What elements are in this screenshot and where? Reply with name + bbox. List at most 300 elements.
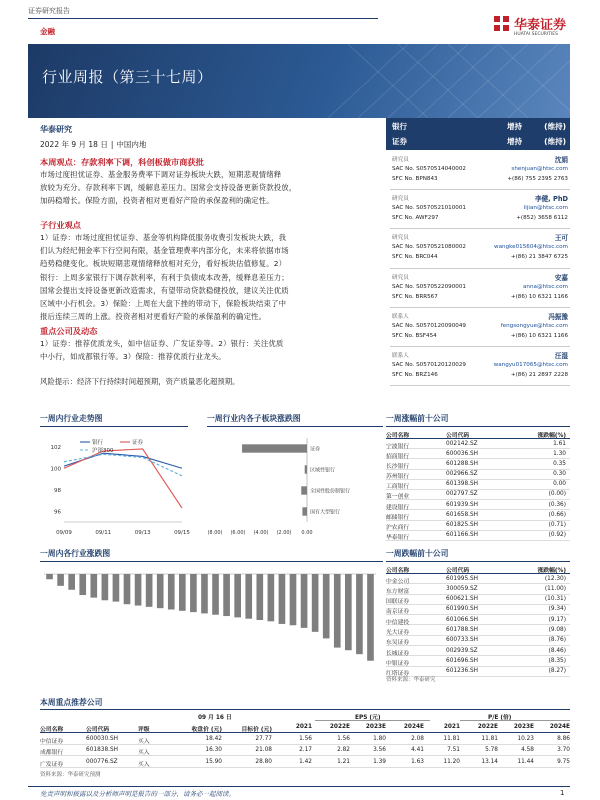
- table-cell: 4.41: [411, 747, 424, 753]
- bar: [305, 465, 307, 473]
- table-cell: 7.51: [447, 747, 460, 753]
- bar: [301, 574, 308, 628]
- table-cell: 601696.SH: [446, 657, 479, 664]
- table-cell: 000776.SZ: [86, 758, 118, 765]
- risk-note: 风险提示：经济下行持续时间超预期，资产质量恶化超预期。: [40, 377, 240, 386]
- subview-line: 们认为经纪佣金率下行空间有限，基金管理费率内部分化，未来将依据市场: [40, 246, 289, 256]
- table-cell: 1.30: [553, 450, 566, 457]
- analyst-sac: SAC No. S0570514040002: [392, 166, 466, 172]
- summary-line: 加码稳增长。保险方面，投资者相对更看好产险的承保盈利的确定性。: [40, 196, 274, 206]
- bar: [146, 574, 153, 607]
- table-cell: (9.34): [548, 606, 566, 613]
- bar: [367, 574, 374, 661]
- x-tick-label: 09/09: [56, 530, 72, 536]
- table-cell: 300059.SZ: [446, 585, 478, 592]
- table-cell: 招商银行: [386, 453, 410, 460]
- table-row: [386, 480, 570, 490]
- table-cell: (11.00): [544, 585, 566, 592]
- table-cell: 5.78: [485, 747, 498, 753]
- table-cell: 002939.SZ: [446, 647, 478, 654]
- subsector-title: 一周行业内各子板块涨跌图: [207, 414, 301, 423]
- subview-line: 报后连续三周的上涨。投资者相对更看好产险的承保盈利的确定性。: [40, 312, 267, 322]
- summary-line: 放较为充分。存款利率下调，缓解息差压力。国常会支持设备更新贷款投放，: [40, 183, 297, 193]
- rating-note: (维持): [544, 122, 566, 131]
- analyst-role: 联系人: [392, 352, 409, 359]
- table-cell: (0.71): [548, 522, 566, 528]
- page-number: 1: [560, 789, 565, 797]
- table-cell: 1.63: [411, 758, 424, 765]
- analyst-list: [390, 151, 570, 386]
- table-cell: 601990.SH: [446, 606, 479, 613]
- table-row: [386, 656, 570, 666]
- table-cell: (12.30): [544, 575, 566, 582]
- table-cell: 8.86: [557, 735, 570, 742]
- column-header: 2024E: [549, 724, 570, 730]
- region: 中国内地: [116, 140, 147, 149]
- table-cell: 2.08: [411, 735, 424, 742]
- table-cell: 600621.SH: [446, 596, 479, 603]
- table-cell: 600030.SH: [86, 735, 119, 742]
- column-header: 涨跌幅(%): [537, 433, 566, 439]
- subview-line: 1）证券：市场过度担忧证券、基金等机构降低服务收费引发板块大跌，我: [40, 233, 287, 242]
- table-cell: 11.20: [443, 758, 460, 765]
- category-label: 证券: [310, 446, 321, 453]
- analyst-sfc: SFC No. BSF454: [392, 332, 437, 339]
- table-cell: 601236.SH: [446, 668, 479, 675]
- table-cell: 18.42: [205, 735, 222, 742]
- pe-head: P/E (倍): [488, 715, 512, 721]
- table-cell: 11.81: [481, 735, 498, 742]
- table-cell: 1.61: [553, 440, 566, 447]
- legend-label: 沪深300: [92, 448, 114, 454]
- table-cell: 中信建投: [386, 619, 410, 626]
- column-header: 收盘价 (元): [191, 727, 222, 733]
- table-cell: 28.80: [255, 758, 272, 765]
- table-cell: 光大证券: [386, 629, 410, 636]
- focus-heading: 重点公司及动态: [40, 326, 98, 336]
- bar: [57, 574, 64, 586]
- table-cell: 0.35: [553, 460, 566, 467]
- table-row: [40, 733, 570, 745]
- analyst-phone: +(852) 3658 6112: [516, 215, 568, 222]
- logo: [492, 12, 570, 42]
- analyst-sac: SAC No. S0570120120029: [392, 361, 466, 368]
- rating-value: 增持: [507, 137, 522, 146]
- bar: [135, 574, 142, 606]
- analyst-email[interactable]: anna@htsc.com: [523, 283, 568, 290]
- table-cell: 13.14: [481, 758, 498, 765]
- table-header: [386, 428, 570, 439]
- subsector-chart: [205, 430, 385, 545]
- page-title: 行业周报（第三十七周）: [42, 68, 213, 86]
- rec-title: 本周重点推荐公司: [40, 698, 103, 707]
- bar: [302, 507, 307, 515]
- bar: [245, 574, 252, 619]
- trend-title: 一周内行业走势图: [40, 414, 103, 423]
- table-cell: (8.76): [548, 637, 566, 644]
- bar: [157, 574, 164, 608]
- table-cell: 601825.SH: [446, 522, 479, 528]
- rating-note: (维持): [544, 137, 566, 146]
- column-header: 2022E: [329, 724, 350, 730]
- table-cell: 601838.SH: [86, 747, 119, 753]
- y-tick-label: 98: [54, 487, 61, 494]
- y-tick-label: 96: [54, 509, 61, 516]
- column-header: 2021: [295, 724, 312, 730]
- subview-line: 国常会提出支持设备更新改造需求，有望带动贷款稳健投放，建议关注优质: [40, 285, 289, 295]
- table-cell: 9.75: [557, 758, 570, 765]
- category-label: 区域性银行: [310, 467, 336, 474]
- column-header: 目标价 (元): [241, 727, 272, 733]
- table-row: [386, 521, 570, 531]
- report-date-line: 2022 年 9 月 18 日 | 中国内地: [40, 140, 147, 149]
- analyst-phone: +(86) 10 6321 1166: [510, 332, 568, 339]
- table-cell: (0.36): [548, 501, 566, 508]
- x-tick-label: 0.00: [301, 530, 313, 536]
- rule: [40, 561, 383, 562]
- analyst-email[interactable]: wangke015604@htsc.com: [494, 244, 568, 251]
- table-cell: 沪农商行: [386, 525, 410, 531]
- table-cell: 1.80: [373, 735, 386, 742]
- analyst-name: 冯振豫: [548, 312, 568, 321]
- industry-tag: 金融: [40, 27, 55, 36]
- legend-label: 证券: [132, 440, 144, 446]
- bar: [201, 574, 208, 613]
- bar: [212, 574, 219, 615]
- focus-line: 中小行，如成都银行等。3）保险：推荐优质行业龙头。: [40, 352, 226, 362]
- table-cell: (0.00): [548, 491, 566, 498]
- x-tick-label: (4.00): [253, 530, 269, 536]
- table-cell: 广发证券: [40, 761, 64, 768]
- rec-source: 资料来源：华泰研究预测: [40, 771, 101, 778]
- analyst-sfc: SFC No. BRZ146: [392, 371, 438, 378]
- table-cell: 3.70: [557, 747, 570, 753]
- subview-line: 银行：上周多家银行下调存款利率，有利于负债成本改善，缓释息差压力；: [40, 272, 289, 282]
- table-cell: 0.00: [553, 481, 566, 488]
- table-row: [386, 490, 570, 500]
- table-cell: 002142.SZ: [446, 440, 478, 447]
- analyst-role: 联系人: [392, 313, 409, 320]
- bar: [68, 574, 75, 590]
- analyst-sac: SAC No. S0570521080002: [392, 244, 466, 251]
- table-cell: 1.56: [337, 735, 350, 742]
- focus-line: 1）证券：推荐优质龙头，如中信证券、广发证券等。2）银行：关注优质: [40, 339, 284, 348]
- column-header: 2023E: [365, 724, 386, 730]
- column-header: 公司代码: [446, 433, 470, 439]
- summary-body: [40, 168, 380, 208]
- table-header: [386, 563, 570, 574]
- industry-chart-title: 一周内各行业涨跌图: [40, 549, 111, 558]
- table-cell: 红塔证券: [386, 671, 410, 678]
- analyst-role: 研究员: [392, 157, 409, 163]
- bar: [312, 574, 319, 632]
- rec-group-header: [40, 710, 570, 721]
- column-header: 2024E: [403, 724, 424, 730]
- table-cell: 15.90: [205, 758, 222, 765]
- header-rule: [28, 18, 378, 19]
- bar: [179, 574, 186, 611]
- table-cell: 10.23: [517, 735, 534, 742]
- table-cell: 4.58: [521, 747, 534, 753]
- analyst-role: 研究员: [392, 196, 409, 203]
- rule: [207, 426, 383, 427]
- subview-line: 趋势稳健变化。板块短期悲观情绪释放相对充分，看好板块估值修复。2）: [40, 259, 287, 269]
- table-row: [386, 636, 570, 646]
- table-row: [386, 605, 570, 615]
- report-type: 证券研究报告: [28, 7, 70, 15]
- table-cell: 600733.SH: [446, 637, 479, 644]
- table-cell: 11.81: [443, 735, 460, 742]
- table-row: [386, 459, 570, 469]
- gainers-table: [386, 428, 570, 541]
- analyst-email[interactable]: lijian@htsc.com: [523, 205, 568, 212]
- table-cell: 601939.SH: [446, 501, 479, 508]
- table-row: [386, 500, 570, 510]
- analyst-phone: +(86) 21 3847 6725: [510, 254, 568, 261]
- subview-heading: 子行业观点: [40, 220, 81, 230]
- bar: [46, 574, 53, 579]
- series-line: [64, 454, 182, 476]
- column-header: 公司名称: [386, 568, 410, 574]
- analyst-sfc: SFC No. BRC044: [392, 254, 438, 261]
- table-cell: (8.27): [548, 668, 566, 675]
- analyst-phone: +(86) 10 6321 1166: [510, 293, 568, 300]
- table-cell: 601658.SH: [446, 511, 479, 518]
- analyst-name: 安嘉: [554, 273, 568, 282]
- table-cell: 2.17: [299, 747, 312, 753]
- x-tick-label: 09/11: [95, 530, 112, 536]
- y-tick-label: 102: [50, 444, 61, 451]
- x-tick-label: 09/15: [174, 530, 190, 536]
- source-note: 资料来源：华泰研究: [386, 677, 436, 683]
- rating-sector: 银行: [392, 122, 407, 131]
- analyst-card: [390, 308, 570, 347]
- bar: [356, 574, 363, 654]
- firm: 华泰研究: [40, 125, 72, 134]
- bar: [223, 574, 230, 616]
- table-row: [386, 584, 570, 594]
- bar: [168, 574, 175, 609]
- table-cell: 16.30: [205, 747, 222, 753]
- x-tick-label: (2.00): [276, 530, 292, 536]
- table-cell: 601288.SH: [446, 460, 479, 467]
- summary-line: 市场过度担忧证券、基金服务费率下调对证券板块大跌，短期悲观情绪释: [40, 170, 282, 179]
- table-row: [386, 595, 570, 605]
- column-header: 涨跌幅(%): [537, 568, 566, 574]
- losers-table: [386, 563, 570, 677]
- table-cell: 长城证券: [386, 650, 410, 657]
- column-header: 公司名称: [386, 433, 410, 439]
- date-head: 09 月 16 日: [198, 715, 232, 721]
- table-row: [386, 439, 570, 449]
- analyst-email[interactable]: wangyu017065@htsc.com: [493, 361, 568, 368]
- analyst-role: 研究员: [392, 235, 409, 242]
- analyst-sfc: SFC No. BPN843: [392, 176, 438, 182]
- table-cell: 邮储银行: [386, 514, 410, 521]
- rec-table: [40, 710, 570, 778]
- table-cell: 601995.SH: [446, 575, 479, 582]
- analyst-role: 研究员: [392, 274, 409, 281]
- table-cell: 2.82: [337, 747, 350, 753]
- table-cell: 601788.SH: [446, 626, 479, 633]
- bar: [234, 574, 241, 617]
- table-cell: (10.31): [544, 596, 566, 603]
- legend-label: 银行: [92, 440, 104, 446]
- summary-heading: 本周观点：存款利率下调，科创板做市商获批: [40, 157, 204, 167]
- y-tick-label: 100: [50, 466, 61, 473]
- table-row: [386, 646, 570, 656]
- table-cell: 宁波银行: [386, 443, 410, 450]
- analyst-email[interactable]: shenjuan@htsc.com: [511, 166, 568, 172]
- analyst-name: 沈娟: [554, 156, 568, 164]
- bar: [334, 574, 341, 648]
- table-header: [40, 721, 570, 733]
- analyst-name: 汪湿: [554, 351, 568, 360]
- column-header: 2023E: [513, 724, 534, 730]
- focus-body: [40, 337, 380, 363]
- analyst-sfc: SFC No. AWF297: [392, 215, 439, 222]
- table-cell: 601066.SH: [446, 616, 479, 623]
- subview-line: 区域中小行机会。3）保险：上周在大盘下挫的带动下，保险板块结束了中: [40, 299, 287, 309]
- table-cell: 第一创业: [386, 494, 410, 501]
- logo-cn: 华泰证券: [514, 18, 567, 33]
- gainers-title: 一周涨幅前十公司: [386, 414, 449, 423]
- rating-value: 增持: [507, 122, 522, 131]
- column-header: 公司代码: [86, 727, 110, 733]
- analyst-email[interactable]: fengsongyue@htsc.com: [500, 322, 568, 329]
- bar: [242, 444, 307, 452]
- table-cell: 3.56: [373, 747, 386, 753]
- report-date: 2022 年 9 月 18 日: [40, 140, 108, 149]
- table-cell: 1.42: [299, 758, 312, 765]
- logo-en: HUATAI SECURITIES: [514, 32, 559, 37]
- table-row: [386, 449, 570, 459]
- analyst-card: [390, 151, 570, 190]
- table-cell: 成都银行: [40, 750, 64, 756]
- table-cell: (9.08): [548, 626, 566, 633]
- table-cell: 南京证券: [386, 609, 410, 616]
- table-cell: 1.39: [373, 758, 386, 765]
- table-row: [386, 625, 570, 635]
- bar: [301, 486, 307, 494]
- table-cell: 0.30: [553, 471, 566, 478]
- table-row: [386, 470, 570, 480]
- table-cell: 买入: [138, 738, 150, 745]
- table-cell: 建设银行: [386, 504, 410, 511]
- table-cell: 长沙银行: [386, 463, 410, 470]
- losers-title: 一周跌幅前十公司: [386, 549, 449, 558]
- column-header: 公司代码: [446, 568, 470, 574]
- rating-row: [392, 135, 566, 148]
- table-cell: (8.46): [548, 647, 566, 654]
- table-cell: 国联证券: [386, 599, 410, 606]
- rating-row: [392, 120, 566, 133]
- bar: [268, 574, 275, 621]
- table-cell: 601398.SH: [446, 481, 479, 488]
- rule: [386, 426, 570, 427]
- industry-chart: [40, 566, 383, 672]
- analyst-phone: +(86) 21 2897 2228: [510, 371, 568, 378]
- table-row: [40, 745, 570, 757]
- bar: [345, 574, 352, 650]
- x-tick-label: (8.00): [207, 530, 223, 536]
- bar: [323, 574, 330, 638]
- rating-sector: 证券: [392, 137, 407, 146]
- bar: [113, 574, 120, 602]
- analyst-card: [390, 190, 570, 229]
- table-cell: 工商银行: [386, 484, 410, 491]
- column-header: 评级: [138, 727, 150, 733]
- table-cell: (9.17): [548, 616, 566, 623]
- disclaimer: 免责声明和披露以及分析师声明是报告的一部分，请务必一起阅读。: [40, 790, 235, 798]
- table-row: [386, 574, 570, 584]
- footer-rule: [28, 786, 570, 787]
- table-row: [386, 510, 570, 520]
- table-cell: 27.77: [255, 735, 272, 742]
- table-cell: 东方财富: [386, 588, 410, 595]
- table-cell: 002797.SZ: [446, 491, 478, 498]
- eps-head: EPS (元): [355, 715, 381, 721]
- table-row: [386, 615, 570, 625]
- category-label: 全国性股份制银行: [310, 488, 351, 495]
- table-cell: 1.21: [337, 758, 350, 765]
- table-row: [386, 531, 570, 541]
- column-header: 2022E: [477, 724, 498, 730]
- table-cell: 1.56: [299, 735, 312, 742]
- bar: [190, 574, 197, 612]
- analyst-name: 王可: [554, 234, 568, 243]
- column-header: 公司名称: [40, 727, 64, 733]
- x-tick-label: (6.00): [230, 530, 246, 536]
- table-cell: (0.92): [548, 532, 566, 539]
- bar: [290, 574, 297, 625]
- table-cell: 华泰银行: [386, 535, 410, 542]
- table-cell: 买入: [138, 761, 150, 768]
- category-label: 国有大型银行: [310, 509, 341, 516]
- table-cell: 中金公司: [386, 578, 410, 585]
- table-cell: 21.08: [255, 747, 272, 753]
- rule: [386, 561, 570, 562]
- bar: [279, 574, 286, 624]
- analyst-card: [390, 347, 570, 386]
- analyst-card: [390, 269, 570, 308]
- series-line: [64, 449, 182, 508]
- bar: [102, 574, 109, 600]
- analyst-sac: SAC No. S0570522090001: [392, 283, 466, 290]
- table-cell: 11.44: [517, 758, 534, 765]
- rule: [40, 426, 188, 427]
- table-cell: 苏州银行: [386, 474, 410, 481]
- trend-chart: [40, 430, 188, 540]
- bar: [124, 574, 131, 604]
- analyst-phone: +(86) 755 2395 2763: [507, 176, 568, 182]
- table-cell: 600036.SH: [446, 450, 479, 457]
- table-cell: 002966.SZ: [446, 471, 478, 478]
- analyst-card: [390, 229, 570, 268]
- table-cell: 601166.SH: [446, 532, 479, 539]
- logo-icon: [492, 14, 512, 36]
- x-tick-label: 09/13: [134, 530, 151, 536]
- table-cell: (8.35): [548, 657, 566, 664]
- column-header: 2021: [443, 724, 460, 730]
- analyst-name: 李健, PhD: [535, 195, 568, 204]
- table-cell: 东吴证券: [386, 640, 410, 647]
- analyst-sac: SAC No. S0570120090049: [392, 322, 466, 329]
- bar: [256, 574, 263, 620]
- table-cell: 买入: [138, 750, 150, 756]
- table-cell: 中信证券: [40, 738, 64, 745]
- subview-body: [40, 231, 380, 323]
